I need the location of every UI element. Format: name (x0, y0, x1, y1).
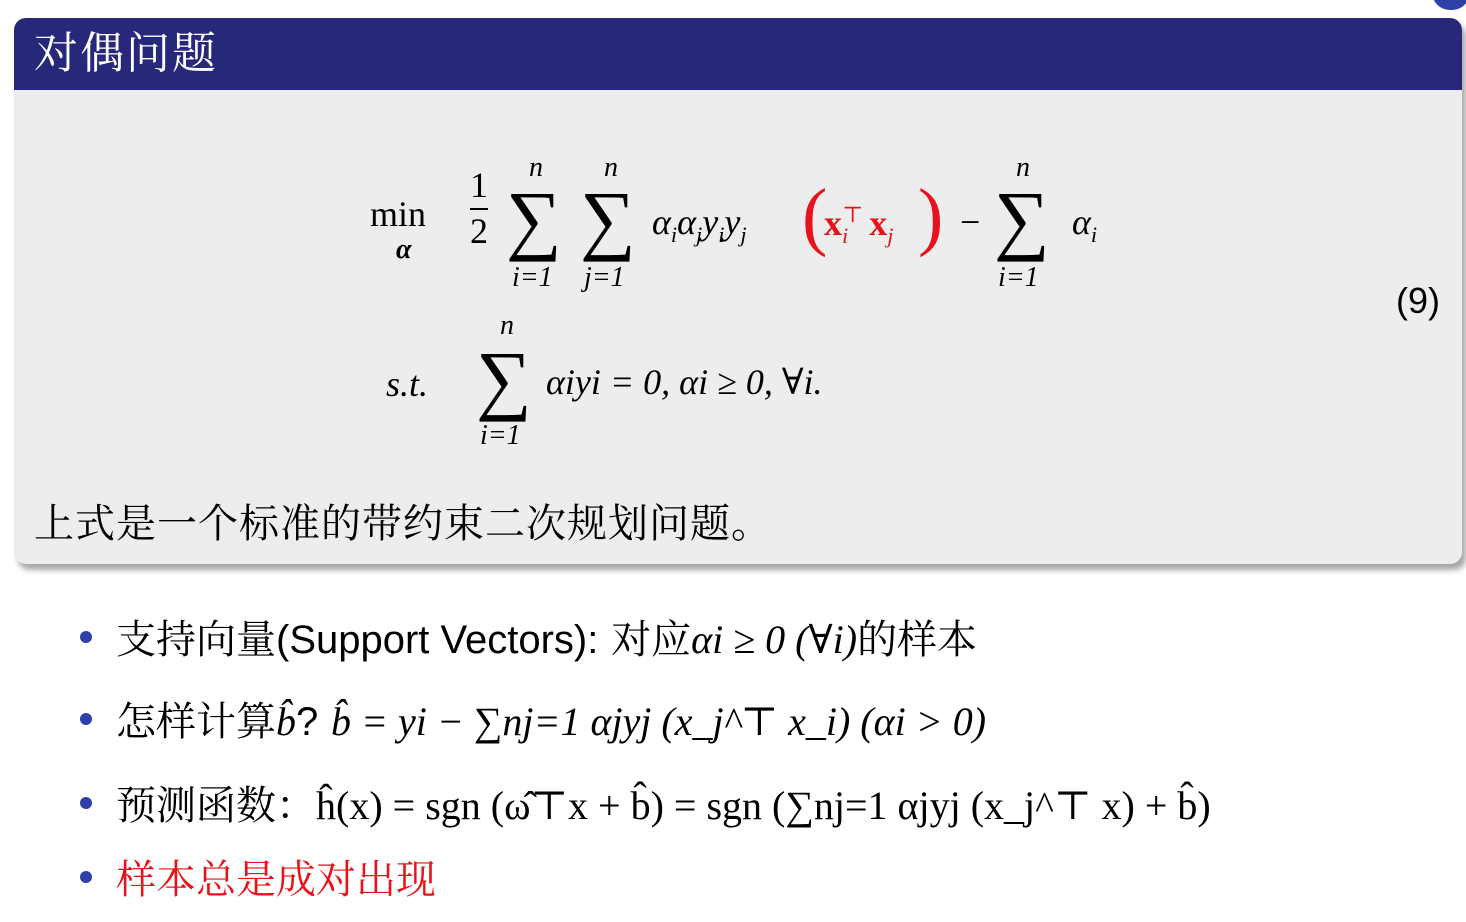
sum3-lower: i=1 (998, 262, 1039, 293)
constraint-text: αiyi = 0, αi ≥ 0, ∀i. (546, 362, 823, 402)
list-item: 预测函数：ĥ(x) = sgn (ω̂⊤x + b̂) = sgn (∑nj=1 αjyj (x_j^⊤ x) + b̂) (80, 786, 1211, 826)
sum1-lower: i=1 (512, 262, 553, 293)
block-title: 对偶问题 (14, 18, 1462, 90)
kernel-left-paren: ( (802, 174, 828, 258)
theorem-block (14, 18, 1462, 564)
min-operator: min (370, 194, 427, 234)
list-item: 样本总是成对出现 (80, 860, 436, 900)
constraint-sum-upper: n (500, 310, 514, 341)
list-item: 怎样计算b̂? b̂ = yi − ∑nj=1 αjyj (x_j^⊤ x_i) (αi > 0) (80, 702, 986, 742)
sum1-upper: n (529, 152, 543, 183)
fraction-half: $\frac{1}{2}$ (470, 165, 488, 251)
constraint-sigma: ∑ (476, 335, 532, 422)
sum2-sigma: ∑ (580, 175, 636, 262)
kernel-right-paren: ) (918, 174, 944, 258)
list-item: 支持向量(Support Vectors): 对应αi ≥ 0 (∀i)的样本 (80, 620, 977, 660)
block-footer-text: 上式是一个标准的带约束二次规划问题。 (34, 501, 772, 547)
kernel-term: $x_i^⊤$ $x_j$ (824, 202, 894, 249)
constraint-sum-lower: i=1 (480, 420, 521, 451)
st-label: s.t. (386, 364, 429, 404)
bullet-dot-icon (80, 631, 92, 643)
tail-alpha: $\alpha_i$ (1072, 202, 1098, 248)
bullet-dot-icon (80, 797, 92, 809)
summand: $\alpha_i\alpha_jy_iy_j$ (652, 202, 747, 248)
nav-corner-indicator (1432, 0, 1466, 10)
sum1-sigma: ∑ (506, 175, 562, 262)
min-subscript: α (396, 234, 412, 265)
bullet-dot-icon (80, 713, 92, 725)
bullet-dot-icon (80, 871, 92, 883)
sum3-sigma: ∑ (994, 175, 1050, 262)
sum2-upper: n (604, 152, 618, 183)
equation-number: (9) (1396, 280, 1440, 321)
minus-sign: − (960, 202, 981, 242)
sum3-upper: n (1016, 152, 1030, 183)
sum2-lower: j=1 (584, 262, 625, 293)
